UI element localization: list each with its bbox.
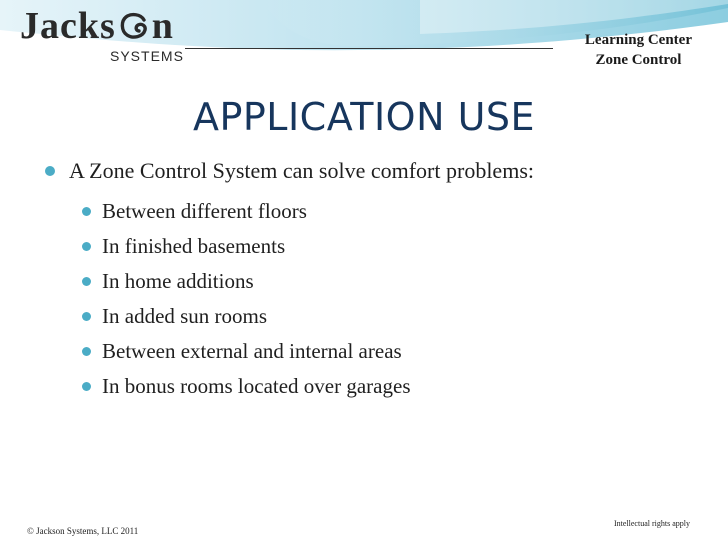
bullet-dot-icon bbox=[82, 242, 91, 251]
main-bullet-text: A Zone Control System can solve comfort problems: bbox=[69, 158, 534, 183]
sub-bullet bbox=[82, 269, 254, 294]
sub-bullet bbox=[82, 339, 402, 364]
bullet-dot-icon bbox=[82, 312, 91, 321]
sub-bullet-text: In finished basements bbox=[102, 234, 286, 258]
bullet-dot-icon bbox=[82, 382, 91, 391]
course-label-line2: Zone Control bbox=[595, 52, 682, 68]
bullet-dot-icon bbox=[45, 166, 55, 176]
bullet-dot-icon bbox=[82, 277, 91, 286]
sub-bullet-text: Between external and internal areas bbox=[102, 339, 402, 363]
logo-wordmark bbox=[20, 6, 174, 46]
swirl-o-icon bbox=[117, 11, 151, 41]
course-label bbox=[585, 30, 692, 70]
header-divider-line bbox=[185, 48, 553, 49]
sub-bullet-text: In added sun rooms bbox=[102, 304, 268, 328]
slide-title: APPLICATION USE bbox=[192, 95, 536, 139]
sub-bullet-text: In home additions bbox=[102, 269, 254, 293]
sub-bullet bbox=[82, 304, 267, 329]
main-bullet bbox=[45, 158, 534, 184]
logo-text-part2: n bbox=[151, 5, 174, 47]
bullet-dot-icon bbox=[82, 207, 91, 216]
copyright-footer: © Jackson Systems, LLC 2011 bbox=[27, 526, 139, 536]
logo-text-part1: Jacks bbox=[20, 5, 116, 47]
course-label-line1: Learning Center bbox=[584, 32, 692, 48]
rights-footer: Intellectual rights apply bbox=[614, 519, 690, 528]
sub-bullet bbox=[82, 374, 411, 399]
sub-bullet bbox=[82, 199, 307, 224]
jackson-systems-logo bbox=[20, 5, 184, 64]
sub-bullet-text: In bonus rooms located over garages bbox=[102, 374, 411, 398]
sub-bullet-text: Between different floors bbox=[102, 199, 307, 223]
bullet-dot-icon bbox=[82, 347, 91, 356]
logo-subtitle: SYSTEMS bbox=[110, 48, 184, 64]
sub-bullet bbox=[82, 234, 285, 259]
